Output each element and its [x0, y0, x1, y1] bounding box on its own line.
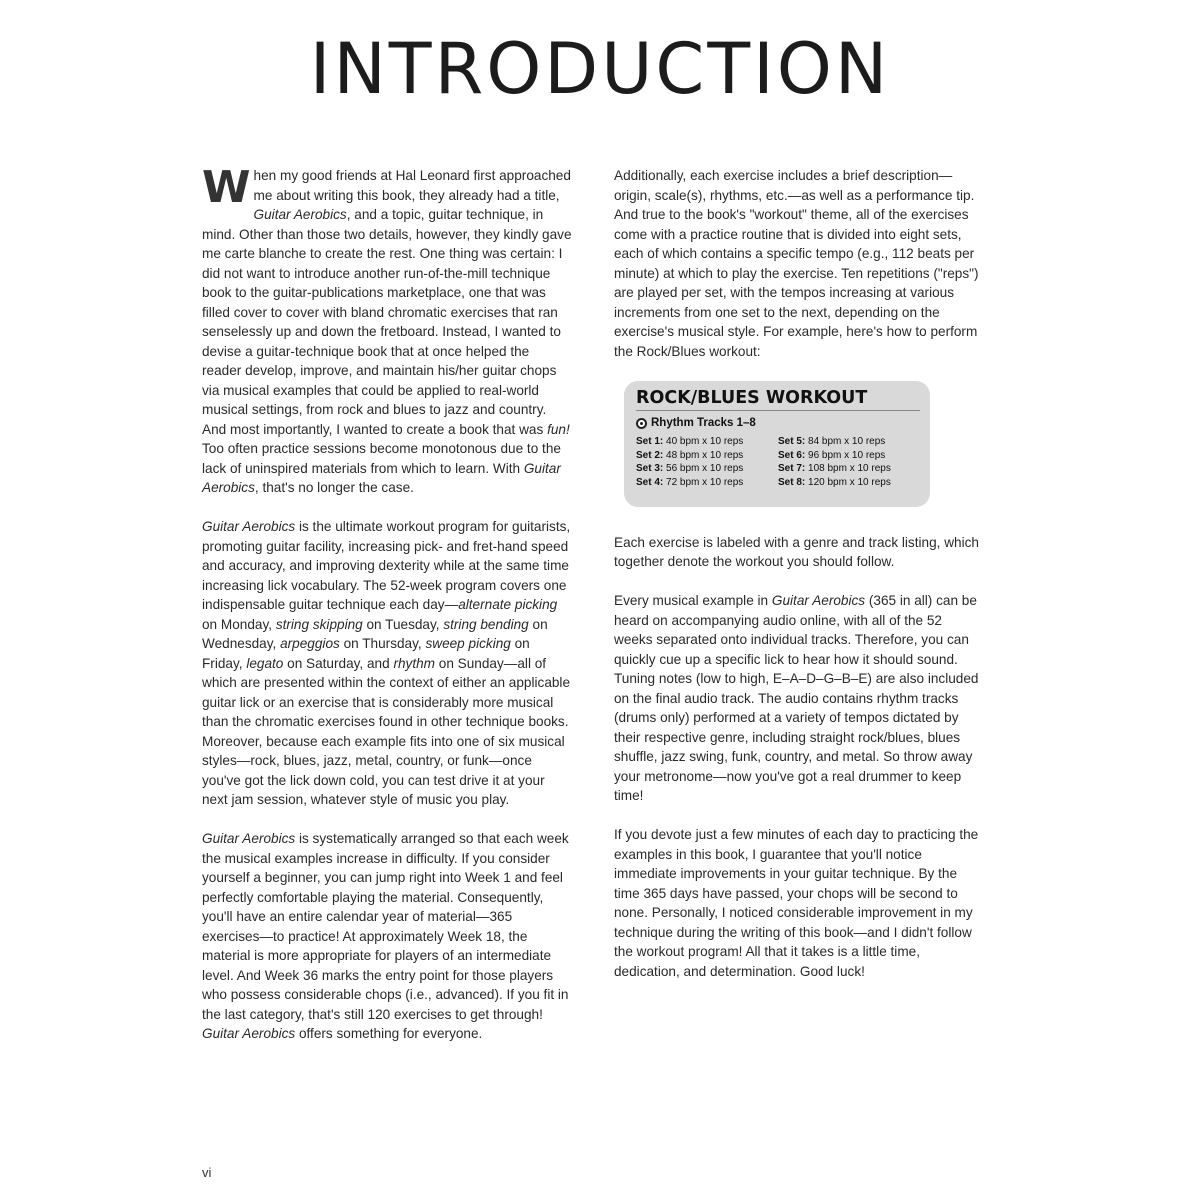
text-run: , that's no longer the case. — [254, 480, 414, 495]
set-row — [778, 476, 920, 490]
set-value: 56 bpm x 10 reps — [666, 463, 744, 474]
set-row — [636, 449, 778, 463]
intro-paragraph-6 — [614, 591, 984, 806]
set-value: 40 bpm x 10 reps — [666, 436, 744, 447]
set-row — [636, 462, 778, 476]
intro-paragraph-4: Additionally, each exercise includes a brief description—origin, scale(s), rhythms, etc.—as well as a performance tip. And true to the book's "workout" theme, all of the exercises come with a practice routine that is divided into eight sets, each of which contains a specific tempo (e.g., 112 beats per minute) at which to play the exercise. Ten repetitions ("reps") are played per set, with the tempos increasing at various increments from one set to the next, depending on the exercise's musical style. For example, here's how to perform the Rock/Blues workout: — [614, 168, 979, 359]
text-run: on Saturday, and — [283, 655, 394, 671]
text-run: is systematically arranged so that each week the musical examples increase in difficulty. If you consider yourself a beginner, you can jump right into Week 1 and feel perfectly comfortable playing the material. Consequently, you'll have an entire calendar year of material—365 exercises—to practice! At approximately Week 18, the material is more appropriate for players of an intermediate level. And Week 36 marks the entry point for those players who possess considerable chops (i.e., advanced). If you fit in the last category, that's still 120 exercises to get through! — [202, 831, 569, 1022]
drop-cap: W — [202, 162, 251, 213]
text-run: , and a topic, guitar technique, in mind. Other than those two details, however, they kindly gave me carte blanche to create the rest. One thing was certain: I did not want to introduce another run-of-the-mill technique book to the guitar-publications marketplace, one that was filled cover to cover with bland chromatic exercises that ran senselessly up and down the fretboard. Instead, I wanted to devise a guitar-technique book that at once helped the reader develop, improve, and maintain his/her guitar chops via musical examples that could be applied to real-world musical settings, from rock and blues to jazz and country. And most importantly, I wanted to create a book that was — [202, 207, 572, 437]
book-title-italic: Guitar Aerobics — [202, 460, 561, 495]
text-run: on Tuesday, — [362, 616, 444, 632]
book-title-italic: Guitar Aerobics — [202, 1026, 296, 1041]
set-row — [636, 476, 778, 490]
intro-paragraph-2 — [202, 517, 572, 810]
italic-text: string skipping — [275, 616, 363, 632]
sets-column-left — [636, 435, 778, 489]
set-value: 108 bpm x 10 reps — [808, 463, 891, 474]
workout-title: ROCK/BLUES WORKOUT — [636, 387, 920, 411]
audio-disc-icon — [636, 418, 647, 429]
text-run: on Sunday—all of which are presented within the context of either an applicable guitar lick or an exercise that is considerably more musical than the chromatic exercises found in other technique books. Moreover, because each example fits into one of six musical styles—rock, blues, jazz, metal, country, or funk—once you've got the lick down cold, you can test drive it at your next jam session, whatever style of music you play. — [202, 655, 571, 807]
set-label: Set 5: — [778, 436, 806, 447]
intro-paragraph-1 — [202, 162, 572, 498]
set-label: Set 3: — [636, 463, 664, 474]
text-run: is the ultimate workout program for guitarists, promoting guitar facility, increasing pick- and fret-hand speed and accuracy, and improving dexterity while at the same time increasing lick vocabulary. The 52-week program covers one indispensable guitar technique each day— — [202, 519, 571, 612]
set-row — [778, 435, 920, 449]
book-title-italic: Guitar Aerobics — [253, 207, 347, 222]
italic-text: arpeggios — [280, 636, 340, 651]
set-row — [778, 462, 920, 476]
text-run: on Wednesday, — [202, 616, 548, 651]
page-title: INTRODUCTION — [309, 28, 891, 110]
text-run: hen my good friends at Hal Leonard first approached me about writing this book, they already had a title, — [253, 168, 571, 203]
set-label: Set 7: — [778, 463, 806, 474]
left-column — [202, 162, 572, 1063]
set-value: 120 bpm x 10 reps — [808, 476, 891, 488]
sets-column-right — [778, 435, 920, 489]
set-value: 48 bpm x 10 reps — [666, 449, 744, 461]
set-label: Set 1: — [636, 436, 664, 447]
set-value: 96 bpm x 10 reps — [808, 449, 886, 461]
set-label: Set 6: — [778, 449, 806, 461]
set-label: Set 8: — [778, 476, 806, 488]
set-row — [636, 435, 778, 449]
rhythm-tracks — [636, 414, 920, 434]
text-run: Every musical example in — [614, 593, 772, 608]
page-number: vi — [202, 1165, 212, 1180]
italic-text: sweep picking — [425, 636, 511, 651]
text-run: (365 in all) can be heard on accompanying audio online, with all of the 52 weeks separated onto individual tracks. Therefore, you can quickly cue up a specific lick to hear how it should sound. Tuning notes (low to high, E–A–D–G–B–E) are also included on the final audio track. The audio contains rhythm tracks (drums only) performed at a variety of tempos dictated by their respective genre, including straight rock/blues, blues shuffle, jazz swing, funk, country, and metal. So throw away your metronome—now you've got a real drummer to keep time! — [614, 593, 979, 803]
italic-text: alternate picking — [458, 597, 558, 612]
right-column — [614, 166, 984, 1001]
book-title-italic: Guitar Aerobics — [202, 831, 296, 846]
italic-text: rhythm — [393, 655, 435, 671]
workout-sets — [636, 435, 920, 489]
book-title-italic: Guitar Aerobics — [771, 593, 866, 608]
intro-paragraph-7: If you devote just a few minutes of each day to practicing the examples in this book, I guarantee that you'll notice immediate improvements in your guitar technique. By the time 365 days have passed, your chops will be second to none. Personally, I noticed considerable improvement in my technique during the writing of this book—and I didn't follow the workout program! All that it takes is a little time, dedication, and determination. Good luck! — [614, 827, 979, 979]
italic-text: fun! — [547, 421, 570, 437]
text-run: on Monday, — [202, 616, 276, 632]
book-title-italic: Guitar Aerobics — [202, 519, 296, 534]
text-run: offers something for everyone. — [295, 1026, 483, 1041]
rock-blues-workout-box — [624, 381, 930, 507]
intro-paragraph-5: Each exercise is labeled with a genre and track listing, which together denote the workout you should follow. — [614, 534, 979, 569]
set-label: Set 2: — [636, 449, 664, 461]
italic-text: string bending — [443, 616, 529, 632]
rhythm-tracks-label: Rhythm Tracks 1–8 — [651, 416, 756, 429]
set-row — [778, 449, 920, 463]
set-value: 84 bpm x 10 reps — [808, 436, 886, 447]
text-run: on Thursday, — [339, 636, 426, 651]
text-run: Too often practice sessions become monotonous due to the lack of uninspired materials from which to learn. With — [202, 441, 561, 476]
set-value: 72 bpm x 10 reps — [666, 476, 744, 488]
intro-paragraph-3 — [202, 829, 572, 1044]
set-label: Set 4: — [636, 476, 664, 488]
italic-text: legato — [246, 655, 284, 671]
text-run: on Friday, — [202, 636, 530, 671]
